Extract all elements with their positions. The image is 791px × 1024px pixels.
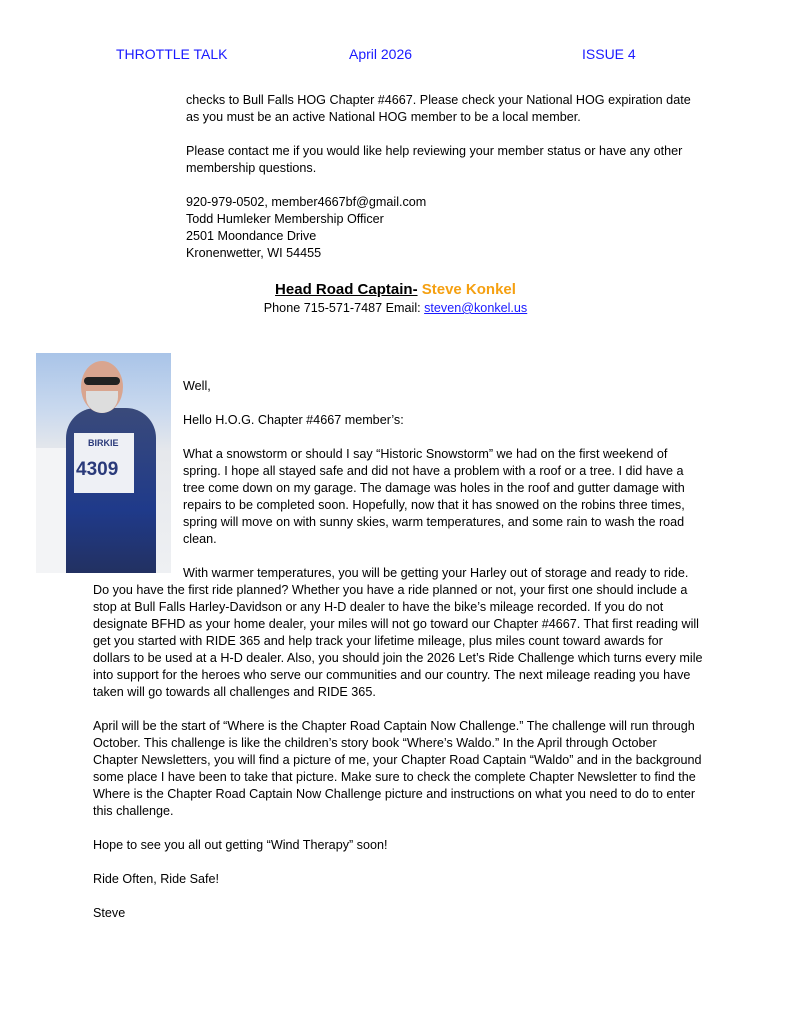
section-contact (0, 300, 791, 317)
section-role: Head Road Captain- (275, 281, 418, 298)
officer-name: Todd Humleker Membership Officer (186, 212, 384, 226)
address-line: Kronenwetter, WI 54455 (186, 246, 322, 260)
address-line: 2501 Moondance Drive (186, 229, 317, 243)
email-link[interactable]: steven@konkel.us (424, 301, 528, 315)
issue-number: ISSUE 4 (582, 46, 636, 62)
membership-section (186, 92, 706, 262)
letter-paragraph: With warmer temperatures, you will be getting your Harley out of storage and ready to ride. Do you have the first ride planned? Whether you have a ride planned or not, your first one should include a stop at Bull Falls Harley-Davidson or any H-D dealer to have the bike’s mileage recorded. If you do not designate BFHD as your home dealer, your miles will not go toward our Chapter #4667. That first reading will get you started with RIDE 365 and help track your lifetime mileage, plus miles count toward awards for dollars to be used at a H-D dealer. Also, you should join the 2026 Let’s Ride Challenge which turns every mile into support for the heroes who serve our communities and our country. The next mileage reading you have taken will go towards all challenges and RIDE 365. (93, 566, 703, 699)
signature: Steve (93, 906, 126, 920)
membership-paragraph: Please contact me if you would like help reviewing your member status or have any other membership questions. (186, 144, 683, 175)
section-title (0, 280, 791, 300)
sign-off: Ride Often, Ride Safe! (93, 872, 220, 886)
letter-paragraph: Hope to see you all out getting “Wind Therapy” soon! (93, 838, 388, 852)
phone-text: Phone 715-571-7487 Email: (263, 301, 425, 315)
membership-paragraph: checks to Bull Falls HOG Chapter #4667. Please check your National HOG expiration date as you must be an active National HOG member to be a local member. (186, 93, 691, 124)
bib-text: BIRKIE (88, 438, 119, 448)
salutation: Hello H.O.G. Chapter #4667 member’s: (183, 413, 404, 427)
contact-line: 920-979-0502, member4667bf@gmail.com (186, 195, 427, 209)
bib-number: 4309 (76, 459, 119, 480)
road-captain-photo (36, 353, 171, 573)
letter-paragraph: What a snowstorm or should I say “Historic Snowstorm” we had on the first weekend of spring. I hope all stayed safe and did not have a problem with a roof or a tree. I did have a tree come down on my garage. The damage was holes in the roof and gutter damage with repairs to be completed soon. Hopefully, now that it has snowed on the robins three times, spring will move on with sunny skies, warm temperatures, and some rain to wash the road clean. (183, 447, 685, 546)
greeting: Well, (183, 379, 211, 393)
road-captain-header (0, 280, 791, 317)
letter-paragraph: April will be the start of “Where is the Chapter Road Captain Now Challenge.” The challenge will run through October. This challenge is like the children’s story book “Where’s Waldo.” In the April through October Chapter Newsletters, you will find a picture of me, your Chapter Road Captain “Waldo” and in the background some place I have been to take that picture. Make sure to check the complete Chapter Newsletter to find the Where is the Chapter Road Captain Now Challenge picture and instructions on what you need to do to enter this challenge. (93, 719, 702, 818)
newsletter-title: THROTTLE TALK (116, 46, 228, 62)
section-name: Steve Konkel (417, 281, 516, 298)
issue-date: April 2026 (349, 46, 413, 62)
letter-body (76, 378, 703, 939)
